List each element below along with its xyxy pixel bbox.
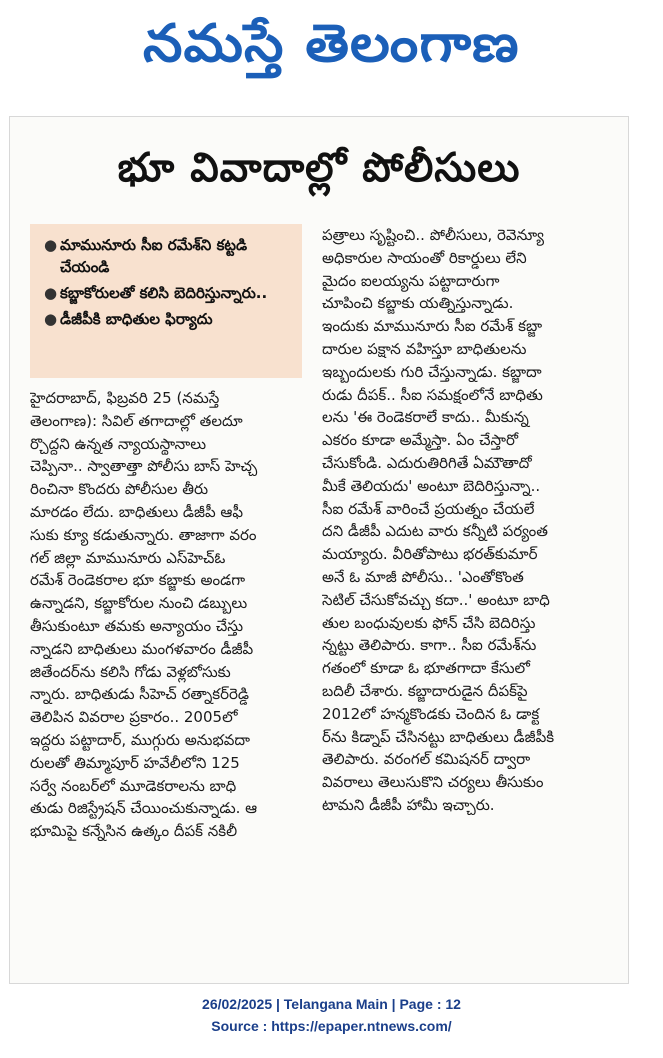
article-text-line: దని డీజీపీ ఎదుట వారు కన్నీటి పర్యంత bbox=[322, 522, 548, 541]
highlight-item bbox=[40, 308, 292, 330]
article-frame bbox=[9, 116, 629, 984]
article-text-line: సీఐ రమేశ్ వారించే ప్రయత్నం చేయలే bbox=[322, 499, 535, 518]
article-text-line: భూమిపై కన్నేసిన ఉత్కం దీపక్ నకిలీ bbox=[30, 822, 238, 841]
article-body-left-column bbox=[30, 387, 308, 843]
bullet-icon: ● bbox=[44, 236, 58, 254]
article-text-line: 2012లో హన్మకొండకు చెందిన ఓ డాక్ట bbox=[322, 704, 540, 723]
article-text-line: రుడు దీపక్.. సీఐ సమక్షంలోనే బాధితు bbox=[322, 385, 543, 404]
article-text-line: చేసుకోండి. ఎదురుతిరిగితే ఏమౌతాదో bbox=[322, 453, 532, 472]
article-text-line: పత్రాలు సృష్టించి.. పోలీసులు, రెవెన్యూ bbox=[322, 226, 545, 244]
article-text-line: ర్‌ను కిడ్నాప్ చేసినట్టు బాధితులు డీజీపీకి bbox=[322, 727, 555, 746]
article-text-line: వివరాలు తెలుసుకొని చర్యలు తీసుకుం bbox=[322, 773, 544, 792]
highlight-text: డీజీపీకి బాధితుల ఫిర్యాదు bbox=[60, 310, 213, 328]
article-text-line: లను 'ఈ రెండెకరాలే కాదు.. మీకున్న bbox=[322, 408, 529, 427]
article-text-line: ర్చొద్దని ఉన్నత న్యాయస్థానాలు bbox=[30, 434, 207, 453]
article-text-line: అధికారుల సాయంతో రికార్డులు లేని bbox=[322, 248, 527, 267]
article-text-line: జితేందర్‌ను కలిసి గోడు వెళ్లబోసుకు bbox=[30, 662, 231, 681]
article-text-line: ఉన్నాడని, కబ్జాకోరుల నుంచి డబ్బులు bbox=[30, 594, 248, 613]
article-text-line: తెలిపారు. వరంగల్ కమిషనర్ ద్వారా bbox=[322, 750, 531, 769]
highlight-text: మామునూరు సీఐ రమేశ్‌ని కట్టడి చేయండి bbox=[60, 236, 248, 276]
article-text-line: ఇందుకు మామునూరు సీఐ రమేశ్ కబ్జా bbox=[322, 317, 543, 336]
article-text-line: చెప్పినా.. స్వాతాత్తా పోలీసు బాస్ హెచ్చ bbox=[30, 457, 258, 476]
highlights-box bbox=[30, 224, 302, 378]
article-text-line: సర్వే నంబర్‌లో మూడెకరాలను బాధి bbox=[30, 776, 237, 795]
publication-info: 26/02/2025 | Telangana Main | Page : 12 bbox=[202, 996, 461, 1012]
article-text-line: గల్ జిల్లా మామునూరు ఎస్‌హెచ్‌ఓ bbox=[30, 548, 226, 567]
masthead bbox=[0, 0, 663, 100]
article-text-line: ఎకరం కూడా అమ్మేస్తా. ఏం చేస్తారో bbox=[322, 431, 519, 450]
bullet-icon: ● bbox=[44, 310, 58, 328]
article-text-line: గతంలో కూడా ఓ భూతగాదా కేసులో bbox=[322, 659, 530, 678]
article-text-line: మారడం లేదు. బాధితులు డీజీపీ ఆఫీ bbox=[30, 502, 244, 521]
article-text-line: మయ్యారు. వీరితోపాటు భరత్‌కుమార్ bbox=[322, 545, 538, 564]
article-text-line: తీసుకుంటూ తమకు అన్యాయం చేస్తు bbox=[30, 616, 244, 635]
bullet-icon: ● bbox=[44, 284, 58, 302]
article-text-line: ఇద్దరు పట్టాదార్, ముగ్గురు అనుభవదా bbox=[30, 730, 250, 749]
article-text-line: న్నట్టు తెలిపారు. కాగా.. సీఐ రమేశ్‌ను bbox=[322, 636, 537, 655]
article-text-line: రమేశ్ రెండెకరాల భూ కబ్జాకు అండగా bbox=[30, 571, 246, 590]
article-text-line: మీకే తెలియదు' అంటూ బెదిరిస్తున్నా.. bbox=[322, 476, 541, 495]
article-text-line: తుడు రిజిస్ట్రేషన్ చేయించుకున్నాడు. ఆ bbox=[30, 799, 258, 818]
article-text-line: న్నారు. బాధితుడు సీహెచ్ రత్నాకర్‌రెడ్డి bbox=[30, 685, 249, 704]
article-text-line: సుకు క్యూ కడుతున్నారు. తాజాగా వరం bbox=[30, 525, 257, 544]
article-text-line: రులతో తిమ్మాపూర్ హవేలీలోని 125 bbox=[30, 753, 240, 772]
article-text-line: టామని డీజీపీ హామీ ఇచ్చారు. bbox=[322, 795, 495, 814]
article-text-line: మైదం ఐలయ్యను పట్టాదారుగా bbox=[322, 271, 500, 290]
article-text-line: ఇబ్బందులకు గురి చేస్తున్నాడు. కబ్జాదా bbox=[322, 362, 542, 381]
article-text-line: రించినా కొందరు పోలీసుల తీరు bbox=[30, 480, 209, 499]
article-text-line: బదిలీ చేశారు. కబ్జాదారుడైన దీపక్‌పై bbox=[322, 681, 528, 700]
article-text-line: దారుల పక్షాన వహిస్తూ బాధితులను bbox=[322, 339, 527, 358]
article-body-right-column bbox=[322, 224, 620, 817]
article-text-line: చూపించి కబ్జాకు యత్నిస్తున్నాడు. bbox=[322, 294, 514, 313]
article-text-line: సెటిల్ చేసుకోవచ్చు కదా..' అంటూ బాధి bbox=[322, 590, 550, 609]
article-text-line: తుల బంధువులకు ఫోన్ చేసి బెదిరిస్తు bbox=[322, 613, 536, 632]
article-text-line: తెలంగాణ): సివిల్ తగాదాల్లో తలదూ bbox=[30, 411, 243, 430]
highlight-item bbox=[40, 282, 292, 304]
page-footer bbox=[0, 993, 663, 1037]
source-url: Source : https://epaper.ntnews.com/ bbox=[211, 1018, 452, 1034]
highlight-text: కబ్జాకోరులతో కలిసి బెదిరిస్తున్నారు.. bbox=[60, 284, 268, 302]
article-text-line: న్నాడని బాధితులు మంగళవారం డీజీపీ bbox=[30, 639, 254, 658]
article-headline: భూ వివాదాల్లో పోలీసులు bbox=[117, 145, 521, 191]
article-text-line: అనే ఓ మాజీ పోలీసు.. 'ఎంతోకొంత bbox=[322, 567, 524, 586]
article-text-line: తెలిపిన వివరాల ప్రకారం.. 2005లో bbox=[30, 708, 238, 727]
article-text-line: హైదరాబాద్, ఫిబ్రవరి 25 (నమస్తే bbox=[30, 389, 220, 407]
masthead-logo: నమస్తే తెలంగాణ bbox=[143, 13, 520, 74]
highlight-item bbox=[40, 234, 292, 278]
